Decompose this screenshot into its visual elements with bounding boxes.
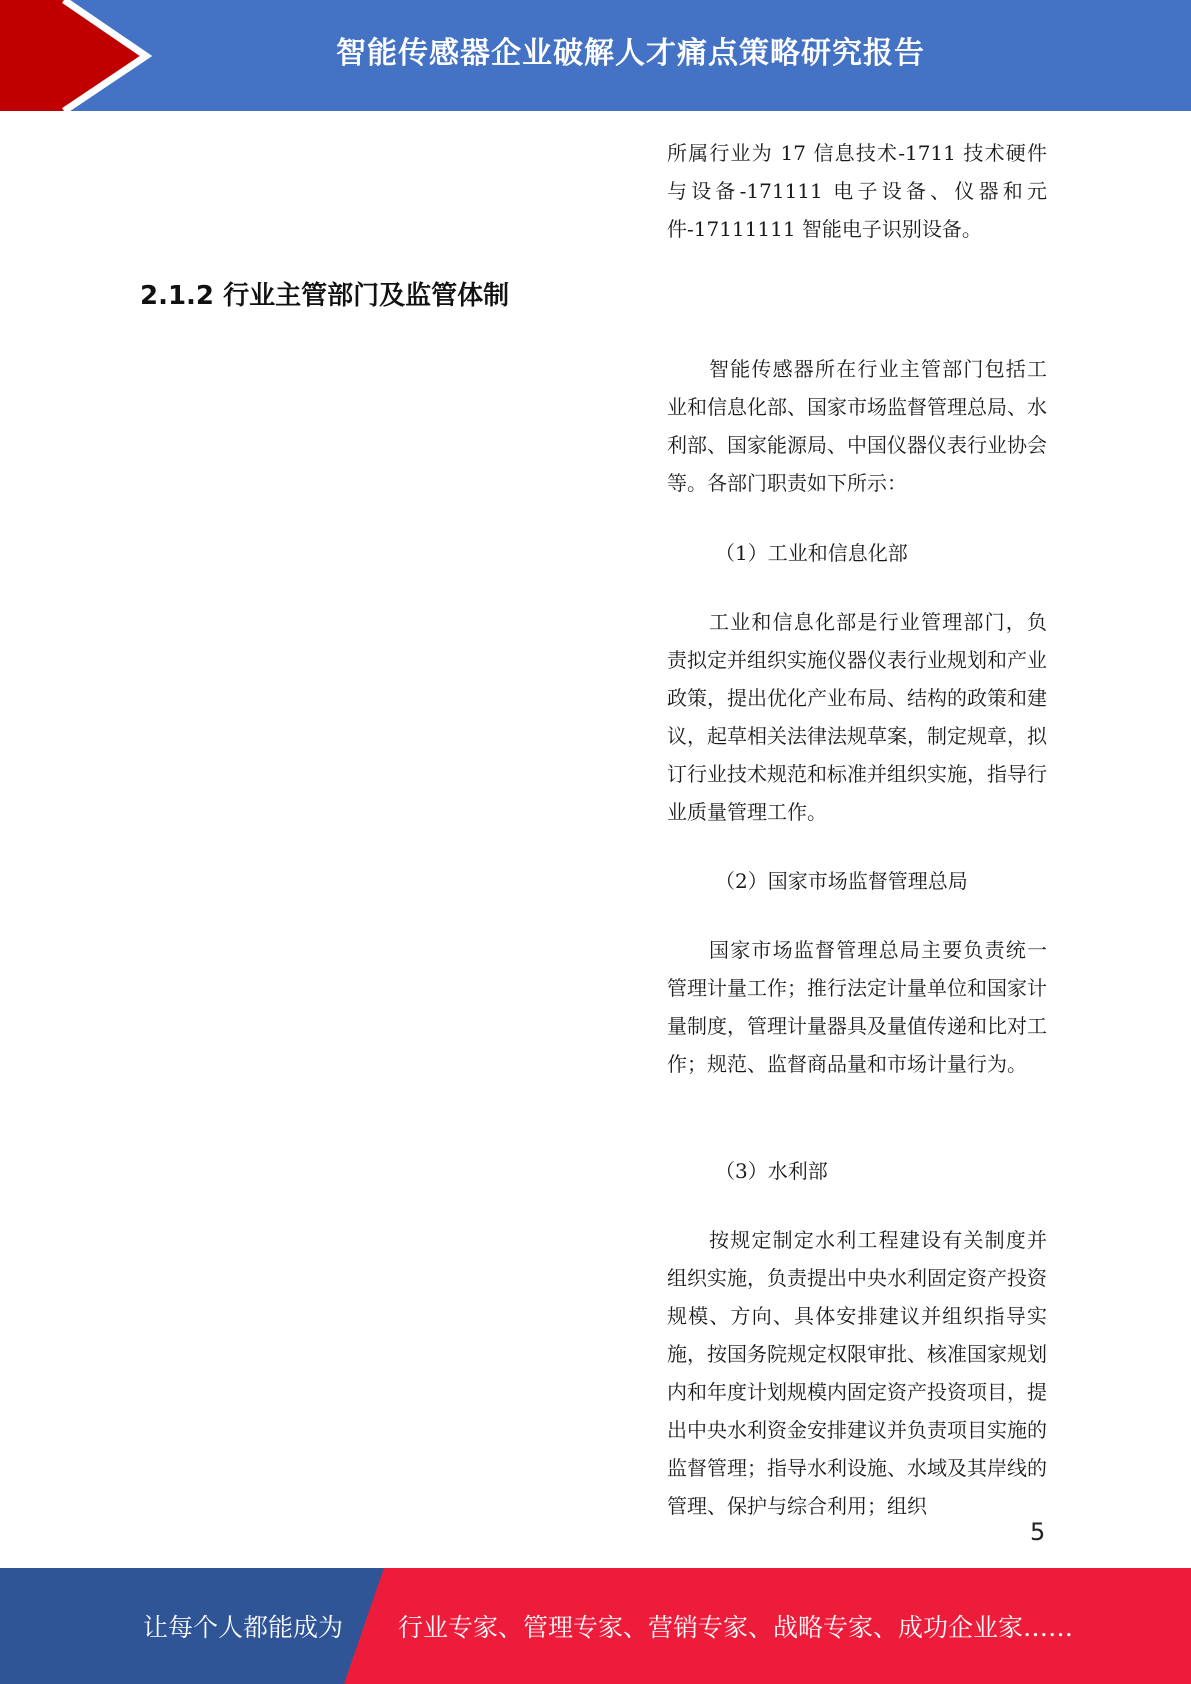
page-number: 5 (1030, 1518, 1046, 1546)
footer-slogan-left: 让每个人都能成为 (143, 1613, 344, 1642)
chevron-red-shape (0, 0, 146, 111)
header-chevron-icon (0, 0, 160, 111)
report-title: 智能传感器企业破解人才痛点策略研究报告 (336, 36, 925, 71)
item-body-mwr: 按规定制定水利工程建设有关制度并组织实施，负责提出中央水利固定资产投资规模、方向、具体安排建议并组织指导实施，按国务院规定权限审批、核准国家规划内和年度计划规模内固定资产投资项目，提出中央水利资金安排建议并负责项目实施的监督管理；指导水利设施、水域及其岸线的管理、保护与综合利用；组织 (667, 1228, 1047, 1518)
item-body-miit: 工业和信息化部是行业管理部门，负责拟定并组织实施仪器仪表行业规划和产业政策，提出优化产业布局、结构的政策和建议，起草相关法律法规草案，制定规章，拟订行业技术规范和标准并组织实施，指导行业质量管理工作。 (667, 610, 1047, 824)
page-footer (0, 1568, 1191, 1684)
overview-paragraph: 智能传感器所在行业主管部门包括工业和信息化部、国家市场监督管理总局、水利部、国家能源局、中国仪器仪表行业协会等。各部门职责如下所示： (667, 357, 1047, 495)
item-title-mwr: （3）水利部 (715, 1159, 828, 1183)
section-heading: 2.1.2 行业主管部门及监管体制 (140, 281, 510, 311)
item-body-samr: 国家市场监督管理总局主要负责统一管理计量工作；推行法定计量单位和国家计量制度，管理计量器具及量值传递和比对工作；规范、监督商品量和市场计量行为。 (667, 938, 1047, 1076)
item-title-miit: （1）工业和信息化部 (715, 541, 908, 565)
item-title-samr: （2）国家市场监督管理总局 (715, 869, 968, 893)
intro-paragraph: 所属行业为 17 信息技术-1711 技术硬件与设备-171111 电子设备、仪器和元件-17111111 智能电子识别设备。 (667, 141, 1047, 241)
footer-slogan-right: 行业专家、管理专家、营销专家、战略专家、成功企业家…… (398, 1613, 1074, 1642)
page-header (0, 0, 1191, 111)
